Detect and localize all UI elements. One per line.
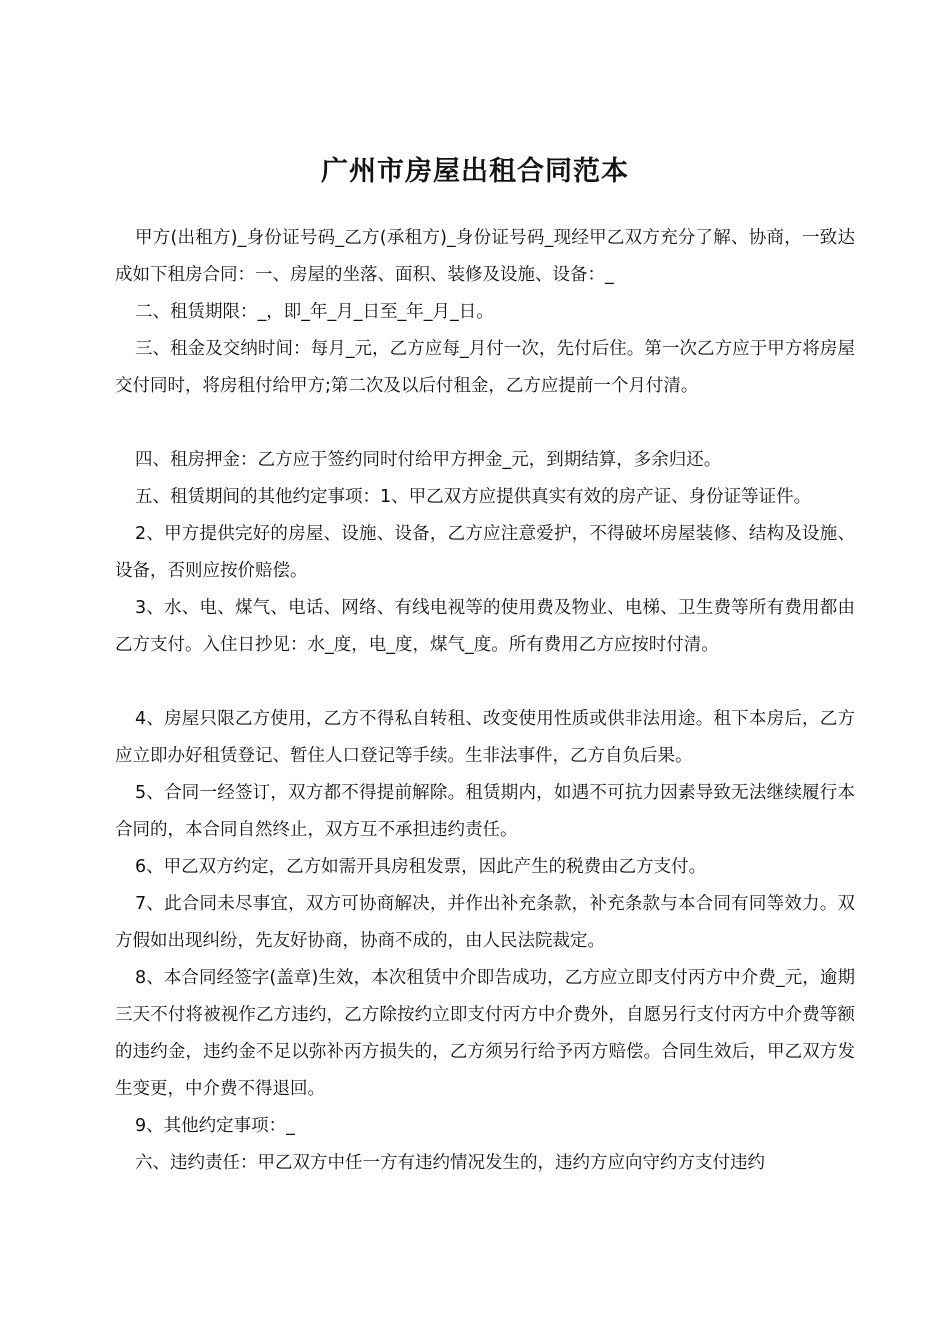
paragraph-gap <box>115 405 855 442</box>
paragraph-item-9: 9、其他约定事项：_ <box>135 1116 295 1136</box>
page-title: 广州市房屋出租合同范本 <box>321 156 629 188</box>
paragraph-item-6: 6、甲乙双方约定，乙方如需开具房租发票，因此产生的税费由乙方支付。 <box>135 857 707 877</box>
paragraph-deposit: 四、租房押金：乙方应于签约同时付给甲方押金_元，到期结算，多余归还。 <box>135 450 722 470</box>
paragraph-item-7: 7、此合同未尽事宜，双方可协商解决，并作出补充条款，补充条款与本合同有同等效力。双方假如出现纠纷，先友好协商，协商不成的，由人民法院裁定。 <box>115 894 855 951</box>
paragraph-lease-term: 二、租赁期限：_，即_年_月_日至_年_月_日。 <box>135 302 494 322</box>
paragraph-item-5: 5、合同一经签订，双方都不得提前解除。租赁期内，如遇不可抗力因素导致无法继续履行本合同的，本合同自然终止，双方互不承担违约责任。 <box>115 783 855 840</box>
paragraph-item-3: 3、水、电、煤气、电话、网络、有线电视等的使用费及物业、电梯、卫生费等所有费用都由乙方支付。入住日抄见：水_度，电_度，煤气_度。所有费用乙方应按时付清。 <box>115 598 855 655</box>
paragraph-item-4: 4、房屋只限乙方使用，乙方不得私自转租、改变使用性质或供非法用途。租下本房后，乙方应立即办好租赁登记、暂住人口登记等手续。生非法事件，乙方自负后果。 <box>115 709 855 766</box>
paragraph-rent: 三、租金及交纳时间：每月_元，乙方应每_月付一次，先付后住。第一次乙方应于甲方将房屋交付同时，将房租付给甲方;第二次及以后付租金，乙方应提前一个月付清。 <box>115 339 855 396</box>
paragraph-item-8: 8、本合同经签字(盖章)生效，本次租赁中介即告成功，乙方应立即支付丙方中介费_元，逾期三天不付将被视作乙方违约，乙方除按约立即支付丙方中介费外，自愿另行支付丙方中介费等额的违约金，违约金不足以弥补丙方损失的，乙方须另行给予丙方赔偿。合同生效后，甲乙双方发生变更，中介费不得退回。 <box>115 968 855 1099</box>
contract-body <box>115 220 855 1182</box>
paragraph-parties: 甲方(出租方)_身份证号码_乙方(承租方)_身份证号码_现经甲乙双方充分了解、协商，一致达成如下租房合同：一、房屋的坐落、面积、装修及设施、设备：_ <box>115 228 855 285</box>
paragraph-item-2: 2、甲方提供完好的房屋、设施、设备，乙方应注意爱护，不得破坏房屋装修、结构及设施、设备，否则应按价赔偿。 <box>115 524 855 581</box>
paragraph-other-terms: 五、租赁期间的其他约定事项：1、甲乙双方应提供真实有效的房产证、身份证等证件。 <box>135 487 812 507</box>
paragraph-liability: 六、违约责任：甲乙双方中任一方有违约情况发生的，违约方应向守约方支付违约 <box>135 1153 765 1173</box>
paragraph-gap <box>115 664 855 701</box>
